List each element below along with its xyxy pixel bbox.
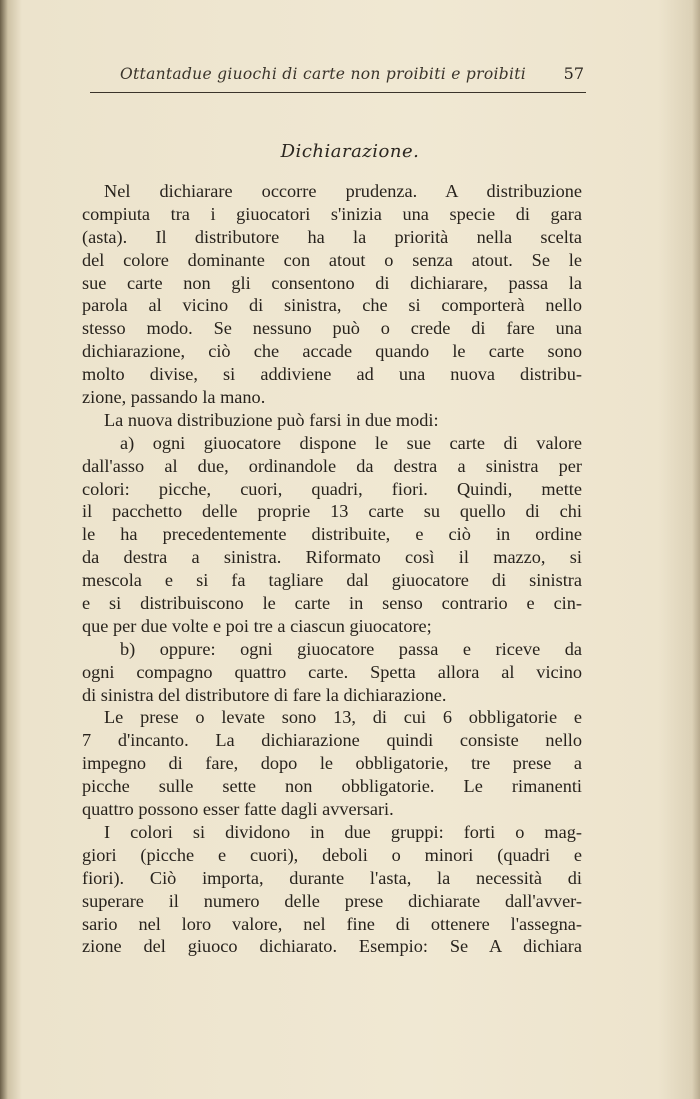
text-line: superare il numero delle prese dichiarate dall'avver- (82, 890, 582, 911)
text-line: mescola e si fa tagliare dal giuocatore di sinistra (82, 570, 582, 591)
text-line: I colori si dividono in due gruppi: forti o mag- (104, 821, 582, 842)
text-line: colori: picche, cuori, quadri, fiori. Quindi, mette (82, 478, 582, 499)
text-line: ogni compagno quattro carte. Spetta allora al vicino (82, 661, 582, 682)
text-line: e si distribuiscono le carte in senso contrario e cin- (82, 593, 582, 614)
text-line: quattro possono esser fatte dagli avversari. (82, 799, 394, 820)
text-line: La nuova distribuzione può farsi in due modi: (104, 409, 439, 430)
running-head (90, 62, 586, 93)
text-line: stesso modo. Se nessuno può o crede di fare una (82, 318, 582, 339)
text-line: b) oppure: ogni giuocatore passa e riceve da (120, 638, 582, 659)
text-line: picche sulle sette non obbligatorie. Le rimanenti (82, 776, 582, 797)
text-line: giori (picche e cuori), deboli o minori (quadri e (82, 844, 582, 865)
text-line: compiuta tra i giuocatori s'inizia una specie di gara (82, 203, 582, 224)
text-line: (asta). Il distributore ha la priorità nella scelta (82, 226, 582, 247)
text-line: 7 d'incanto. La dichiarazione quindi consiste nello (82, 730, 582, 751)
text-line: dall'asso al due, ordinandole da destra a sinistra per (82, 455, 582, 476)
text-line: sue carte non gli consentono di dichiarare, passa la (82, 272, 582, 293)
text-line: impegno di fare, dopo le obbligatorie, tre prese a (82, 753, 582, 774)
text-line: Nel dichiarare occorre prudenza. A distribuzione (104, 181, 582, 201)
text-line: del colore dominante con atout o senza atout. Se le (82, 249, 582, 270)
text-line: fiori). Ciò importa, durante l'asta, la necessità di (82, 867, 582, 888)
text-line: il pacchetto delle proprie 13 carte su quello di chi (82, 501, 582, 522)
section-title: Dichiarazione. (280, 141, 420, 162)
body-text (82, 180, 582, 958)
page-number: 57 (563, 64, 584, 83)
text-line: dichiarazione, ciò che accade quando le carte sono (82, 341, 582, 362)
text-line: zione, passando la mano. (82, 387, 266, 408)
text-line: que per due volte e poi tre a ciascun giuocatore; (82, 615, 432, 636)
text-line: sario nel loro valore, nel fine di ottenere l'assegna- (82, 913, 582, 934)
text-line: di sinistra del distributore di fare la dichiarazione. (82, 684, 447, 705)
text-line: da destra a sinistra. Riformato così il mazzo, si (82, 547, 582, 568)
running-title: Ottantadue giuochi di carte non proibiti e proibiti (120, 65, 526, 83)
text-line: a) ogni giuocatore dispone le sue carte di valore (120, 432, 582, 453)
text-line: parola al vicino di sinistra, che si comporterà nello (82, 295, 582, 316)
text-line: Le prese o levate sono 13, di cui 6 obbligatorie e (104, 707, 582, 728)
text-line: le ha precedentemente distribuite, e ciò in ordine (82, 524, 582, 545)
text-line: molto divise, si addiviene ad una nuova distribu- (82, 364, 582, 385)
text-line: zione del giuoco dichiarato. Esempio: Se A dichiara (82, 936, 582, 957)
